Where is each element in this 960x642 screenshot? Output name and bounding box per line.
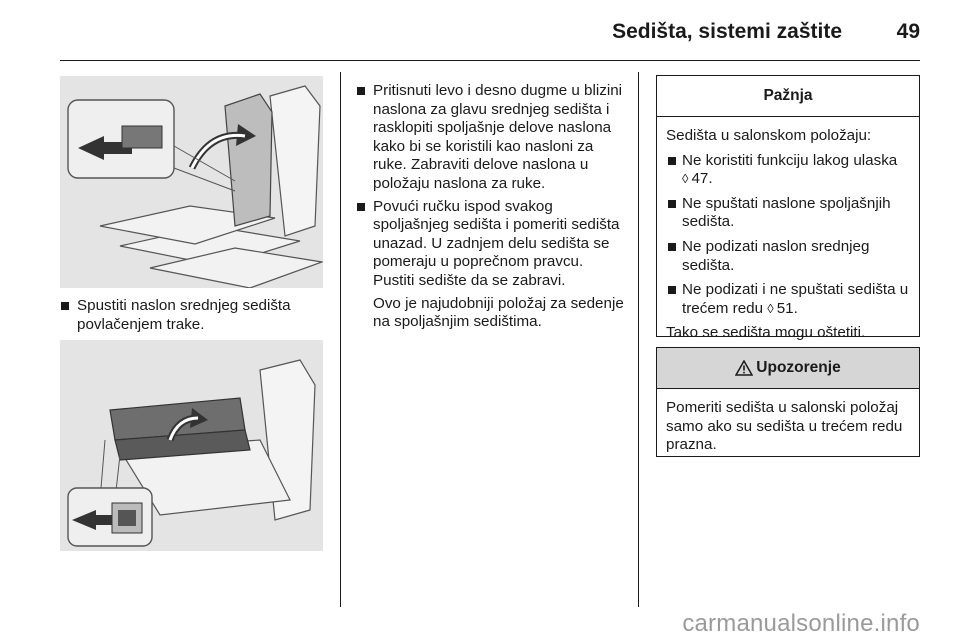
caution-item-text: Ne podizati i ne spuštati sedišta u trećem redu [682, 281, 909, 317]
seat-illustration-bottom [60, 340, 323, 551]
list-item [356, 198, 628, 291]
bullet-square [61, 302, 69, 310]
comfort-note: Ovo je najudobniji položaj za sedenje na spoljašnjim sedištima. [373, 294, 624, 331]
page-reference[interactable]: 47. [691, 170, 713, 188]
bullet-square [668, 200, 676, 208]
caption-fold-backrest: Spustiti naslon srednjeg sedišta povlačenjem trake. [77, 297, 291, 333]
watermark: carmanualsonline.info [682, 610, 920, 637]
caution-item-text: Ne podizati naslon srednjeg sedišta. [682, 237, 870, 274]
warning-header [657, 348, 919, 389]
figure-fold-middle-backrest [60, 76, 323, 288]
list-item [666, 195, 910, 232]
middle-column-text [356, 82, 628, 332]
column-divider-right [638, 72, 639, 607]
caution-item-text: Ne koristiti funkciju lakog ulaska [682, 151, 898, 169]
warning-box [656, 347, 920, 457]
page-title: Sedišta, sistemi zaštite [612, 20, 842, 43]
caution-body [657, 117, 919, 357]
list-item [60, 297, 330, 334]
bullet-square [668, 286, 676, 294]
caution-title: Pažnja [657, 76, 919, 117]
page-reference-icon: ◊ [767, 300, 774, 316]
bullet-square [668, 243, 676, 251]
page-number: 49 [896, 20, 920, 43]
seat-illustration-top [60, 76, 323, 288]
warning-body [657, 389, 919, 469]
caution-outro: Tako se sedišta mogu oštetiti. [666, 324, 866, 342]
caution-intro: Sedišta u salonskom položaju: [666, 127, 872, 144]
warning-title: Upozorenje [756, 359, 841, 376]
instruction-move-seats: Povući ručku ispod svakog spoljašnjeg sedišta i pomeriti sedišta unazad. U zadnjem delu sedišta se pomeraju u poprečnom pravcu. Pustiti sedište da se zabravi. [373, 197, 620, 289]
warning-text: Pomeriti sedišta u salonski položaj samo ako su sedišta u trećem redu prazna. [666, 399, 903, 454]
left-column-text [60, 297, 330, 338]
figure-armrest [60, 340, 323, 551]
warning-triangle-icon [735, 360, 753, 376]
bullet-square [357, 203, 365, 211]
caution-box [656, 75, 920, 342]
column-divider-left [340, 72, 341, 607]
page-header [0, 0, 960, 64]
list-item [356, 82, 628, 194]
bullet-square [668, 157, 676, 165]
list-item [666, 152, 910, 189]
page-reference-icon: ◊ [682, 171, 689, 187]
header-rule [60, 60, 920, 61]
caution-item-text: Ne spuštati naslone spoljašnjih sedišta. [682, 194, 891, 231]
instruction-armrest: Pritisnuti levo i desno dugme u blizini naslona za glavu srednjeg sedišta i rasklopiti spoljašnje delove naslona kako bi se koristili kao nasloni za ruke. Zabraviti delove naslona u položaju naslona za ruke. [373, 82, 623, 192]
list-item [666, 281, 910, 318]
bullet-square [357, 87, 365, 95]
page-reference[interactable]: 51. [776, 299, 798, 317]
list-item [666, 238, 910, 275]
